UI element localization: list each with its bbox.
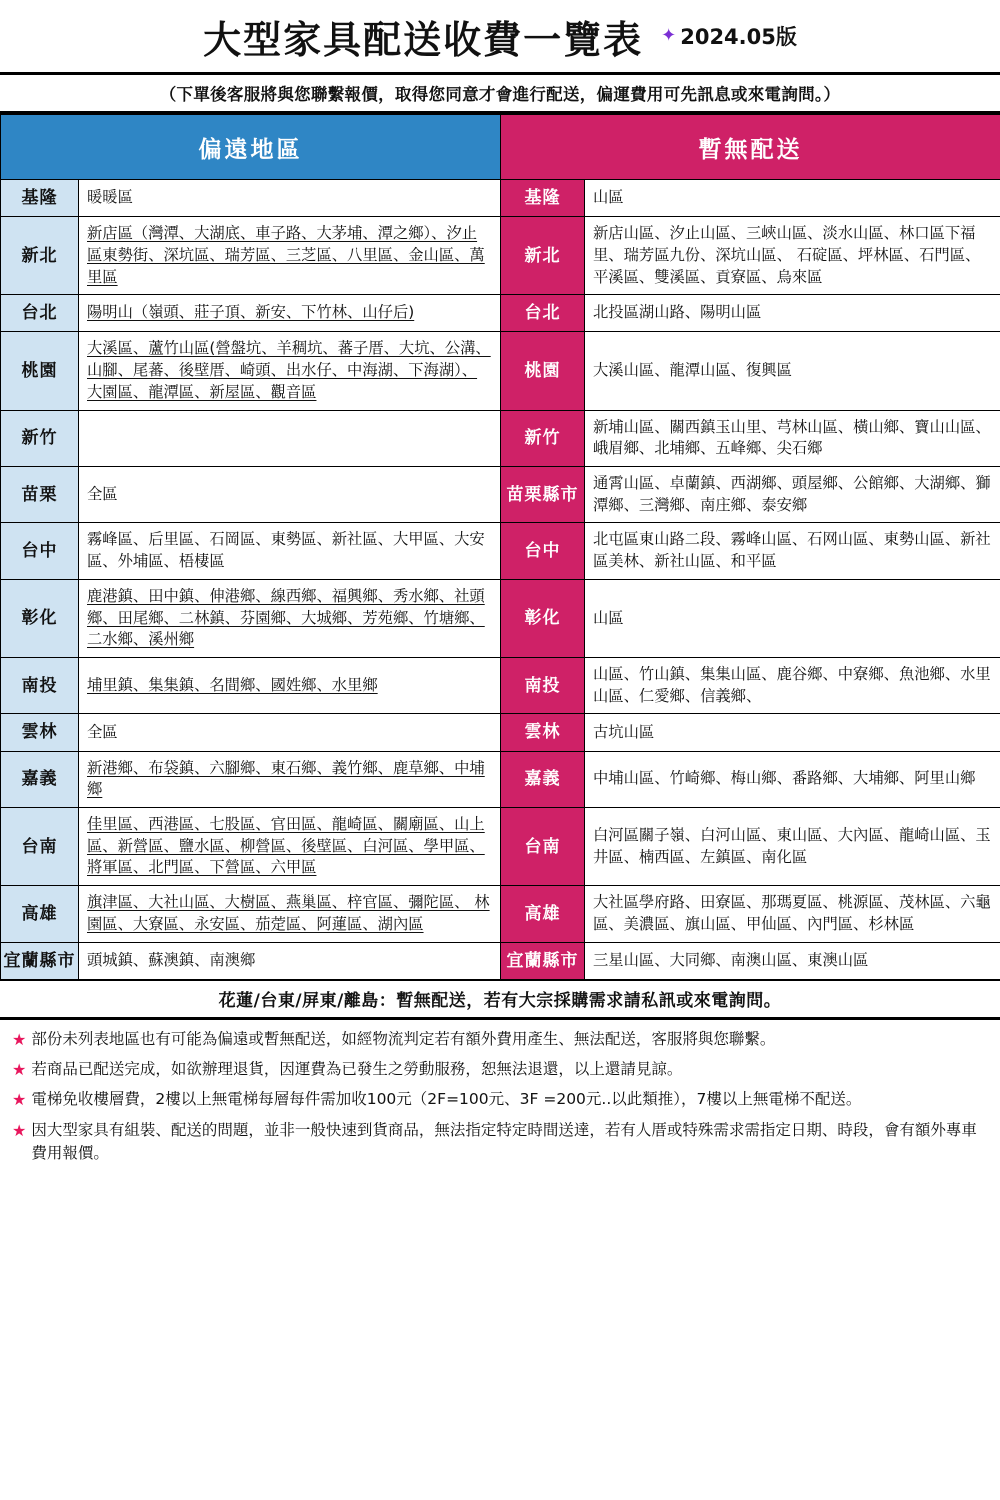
version-badge bbox=[661, 21, 797, 51]
table-row bbox=[1, 714, 1000, 751]
row-remote-text: 鹿港鎮、田中鎮、伸港鄉、線西鄉、福興鄉、秀水鄉、社頭鄉、田尾鄉、二林鎮、芬園鄉、大城鄉、芳苑鄉、竹塘鄉、二水鄉、溪州鄉 bbox=[79, 579, 501, 657]
notice-bar: （下單後客服將與您聯繫報價，取得您同意才會進行配送，偏運費用可先訊息或來電詢問。） bbox=[0, 75, 1000, 114]
row-region-remote: 高雄 bbox=[1, 886, 79, 942]
row-remote-text: 佳里區、西港區、七股區、官田區、龍崎區、關廟區、山上區、新營區、鹽水區、柳營區、後壁區、白河區、學甲區、將軍區、北門區、下營區、六甲區 bbox=[79, 808, 501, 886]
diamond-icon: ✦ bbox=[661, 25, 677, 46]
table-body bbox=[1, 180, 1000, 980]
list-item bbox=[12, 1058, 990, 1081]
footer-note: 花蓮/台東/屏東/離島：暫無配送，若有大宗採購需求請私訊或來電詢問。 bbox=[0, 980, 1000, 1020]
star-icon: ★ bbox=[12, 1060, 27, 1079]
page-header bbox=[0, 0, 1000, 75]
list-item-text: 部份未列表地區也有可能為偏遠或暫無配送，如經物流判定若有額外費用產生、無法配送，客服將與您聯繫。 bbox=[31, 1029, 776, 1048]
table-row bbox=[1, 217, 1000, 295]
version-label: 2024.05版 bbox=[680, 25, 797, 49]
row-none-text: 北屯區東山路二段、霧峰山區、石网山區、東勢山區、新社區美林、新社山區、和平區 bbox=[585, 523, 1000, 579]
row-region-remote: 基隆 bbox=[1, 180, 79, 217]
row-remote-text: 新店區（灣潭、大湖底、車子路、大茅埔、潭之鄉）、汐止區東勢街、深坑區、瑞芳區、三芝區、八里區、金山區、萬里區 bbox=[79, 217, 501, 295]
row-region-none: 雲林 bbox=[501, 714, 585, 751]
list-item-text: 若商品已配送完成，如欲辦理退貨，因運費為已發生之勞動服務，恕無法退還，以上還請見諒。 bbox=[31, 1060, 683, 1078]
row-remote-text: 埔里鎮、集集鎮、名間鄉、國姓鄉、水里鄉 bbox=[79, 658, 501, 714]
table-row bbox=[1, 180, 1000, 217]
row-region-none: 台北 bbox=[501, 295, 585, 332]
row-region-none: 新竹 bbox=[501, 410, 585, 466]
row-remote-text: 霧峰區、后里區、石岡區、東勢區、新社區、大甲區、大安區、外埔區、梧棲區 bbox=[79, 523, 501, 579]
table-row bbox=[1, 658, 1000, 714]
row-region-none: 高雄 bbox=[501, 886, 585, 942]
row-remote-text: 旗津區、大社山區、大樹區、燕巢區、梓官區、彌陀區、 林園區、大寮區、永安區、茄萣區、阿蓮區、湖內區 bbox=[79, 886, 501, 942]
row-region-remote: 台中 bbox=[1, 523, 79, 579]
row-none-text: 通霄山區、卓蘭鎮、西湖鄉、頭屋鄉、公館鄉、大湖鄉、獅潭鄉、三灣鄉、南庄鄉、泰安鄉 bbox=[585, 467, 1000, 523]
list-item bbox=[12, 1119, 990, 1166]
row-remote-text: 頭城鎮、蘇澳鎮、南澳鄉 bbox=[79, 942, 501, 979]
row-region-remote: 新竹 bbox=[1, 410, 79, 466]
row-region-none: 嘉義 bbox=[501, 751, 585, 807]
table-row bbox=[1, 942, 1000, 979]
row-region-remote: 雲林 bbox=[1, 714, 79, 751]
table-header-row bbox=[1, 115, 1000, 180]
row-none-text: 新店山區、汐止山區、三峽山區、淡水山區、林口區下福里、瑞芳區九份、深坑山區、 石碇區、坪林區、石門區、平溪區、雙溪區、貢寮區、烏來區 bbox=[585, 217, 1000, 295]
row-remote-text: 新港鄉、布袋鎮、六腳鄉、東石鄉、義竹鄉、鹿草鄉、中埔鄉 bbox=[79, 751, 501, 807]
row-none-text: 山區 bbox=[585, 579, 1000, 657]
row-region-none: 基隆 bbox=[501, 180, 585, 217]
row-region-none: 台中 bbox=[501, 523, 585, 579]
table-row bbox=[1, 579, 1000, 657]
table-row bbox=[1, 410, 1000, 466]
row-none-text: 山區、竹山鎮、集集山區、鹿谷鄉、中寮鄉、魚池鄉、水里山區、仁愛鄉、信義鄉、 bbox=[585, 658, 1000, 714]
list-item bbox=[12, 1088, 990, 1111]
row-region-none: 桃園 bbox=[501, 332, 585, 410]
row-region-remote: 苗栗 bbox=[1, 467, 79, 523]
star-icon: ★ bbox=[12, 1090, 27, 1110]
row-none-text: 山區 bbox=[585, 180, 1000, 217]
row-none-text: 大社區學府路、田寮區、那瑪夏區、桃源區、茂林區、六龜區、美濃區、旗山區、甲仙區、內門區、杉林區 bbox=[585, 886, 1000, 942]
star-icon: ★ bbox=[12, 1120, 27, 1140]
row-region-remote: 新北 bbox=[1, 217, 79, 295]
table-row bbox=[1, 332, 1000, 410]
row-remote-text bbox=[79, 410, 501, 466]
row-region-remote: 宜蘭縣市 bbox=[1, 942, 79, 979]
table-row bbox=[1, 295, 1000, 332]
row-remote-text: 陽明山（嶺頭、莊子頂、新安、下竹林、山仔后) bbox=[79, 295, 501, 332]
star-icon: ★ bbox=[12, 1029, 27, 1049]
row-region-remote: 嘉義 bbox=[1, 751, 79, 807]
header-remote-area: 偏遠地區 bbox=[1, 115, 501, 180]
row-region-none: 苗栗縣市 bbox=[501, 467, 585, 523]
row-none-text: 白河區關子嶺、白河山區、東山區、大內區、龍崎山區、玉井區、楠西區、左鎮區、南化區 bbox=[585, 808, 1000, 886]
table-row bbox=[1, 808, 1000, 886]
row-none-text: 三星山區、大同鄉、南澳山區、東澳山區 bbox=[585, 942, 1000, 979]
row-remote-text: 大溪區、蘆竹山區(營盤坑、羊稠坑、蕃子厝、大坑、公溝、山腳、尾蕃、後壁厝、崎頭、出水仔、中海湖、下海湖）、大園區、龍潭區、新屋區、觀音區 bbox=[79, 332, 501, 410]
row-remote-text: 全區 bbox=[79, 714, 501, 751]
row-region-remote: 台北 bbox=[1, 295, 79, 332]
table-row bbox=[1, 523, 1000, 579]
row-remote-text: 全區 bbox=[79, 467, 501, 523]
row-none-text: 新埔山區、關西鎮玉山里、芎林山區、橫山鄉、寶山山區、峨眉鄉、北埔鄉、五峰鄉、尖石鄉 bbox=[585, 410, 1000, 466]
row-none-text: 北投區湖山路、陽明山區 bbox=[585, 295, 1000, 332]
page-title: 大型家具配送收費一覽表 bbox=[203, 17, 644, 62]
row-region-remote: 彰化 bbox=[1, 579, 79, 657]
row-region-remote: 南投 bbox=[1, 658, 79, 714]
list-item bbox=[12, 1028, 990, 1051]
row-region-none: 新北 bbox=[501, 217, 585, 295]
delivery-fee-table bbox=[0, 114, 1000, 980]
row-region-remote: 台南 bbox=[1, 808, 79, 886]
row-none-text: 古坑山區 bbox=[585, 714, 1000, 751]
row-region-none: 台南 bbox=[501, 808, 585, 886]
row-region-none: 彰化 bbox=[501, 579, 585, 657]
row-remote-text: 暖暖區 bbox=[79, 180, 501, 217]
row-region-none: 南投 bbox=[501, 658, 585, 714]
row-none-text: 中埔山區、竹崎鄉、梅山鄉、番路鄉、大埔鄉、阿里山鄉 bbox=[585, 751, 1000, 807]
row-none-text: 大溪山區、龍潭山區、復興區 bbox=[585, 332, 1000, 410]
list-item-text: 電梯免收樓層費，2樓以上無電梯每層每件需加收100元（2F=100元、3F =200元..以此類推），7樓以上無電梯不配送。 bbox=[31, 1090, 862, 1109]
row-region-none: 宜蘭縣市 bbox=[501, 942, 585, 979]
header-no-delivery: 暫無配送 bbox=[501, 115, 1000, 180]
list-item-text: 因大型家具有組裝、配送的問題，並非一般快速到貨商品，無法指定特定時間送達，若有人厝或特殊需求需指定日期、時段，會有額外專車費用報價。 bbox=[31, 1120, 977, 1162]
table-row bbox=[1, 886, 1000, 942]
terms-list bbox=[0, 1020, 1000, 1176]
table-row bbox=[1, 467, 1000, 523]
table-row bbox=[1, 751, 1000, 807]
row-region-remote: 桃園 bbox=[1, 332, 79, 410]
